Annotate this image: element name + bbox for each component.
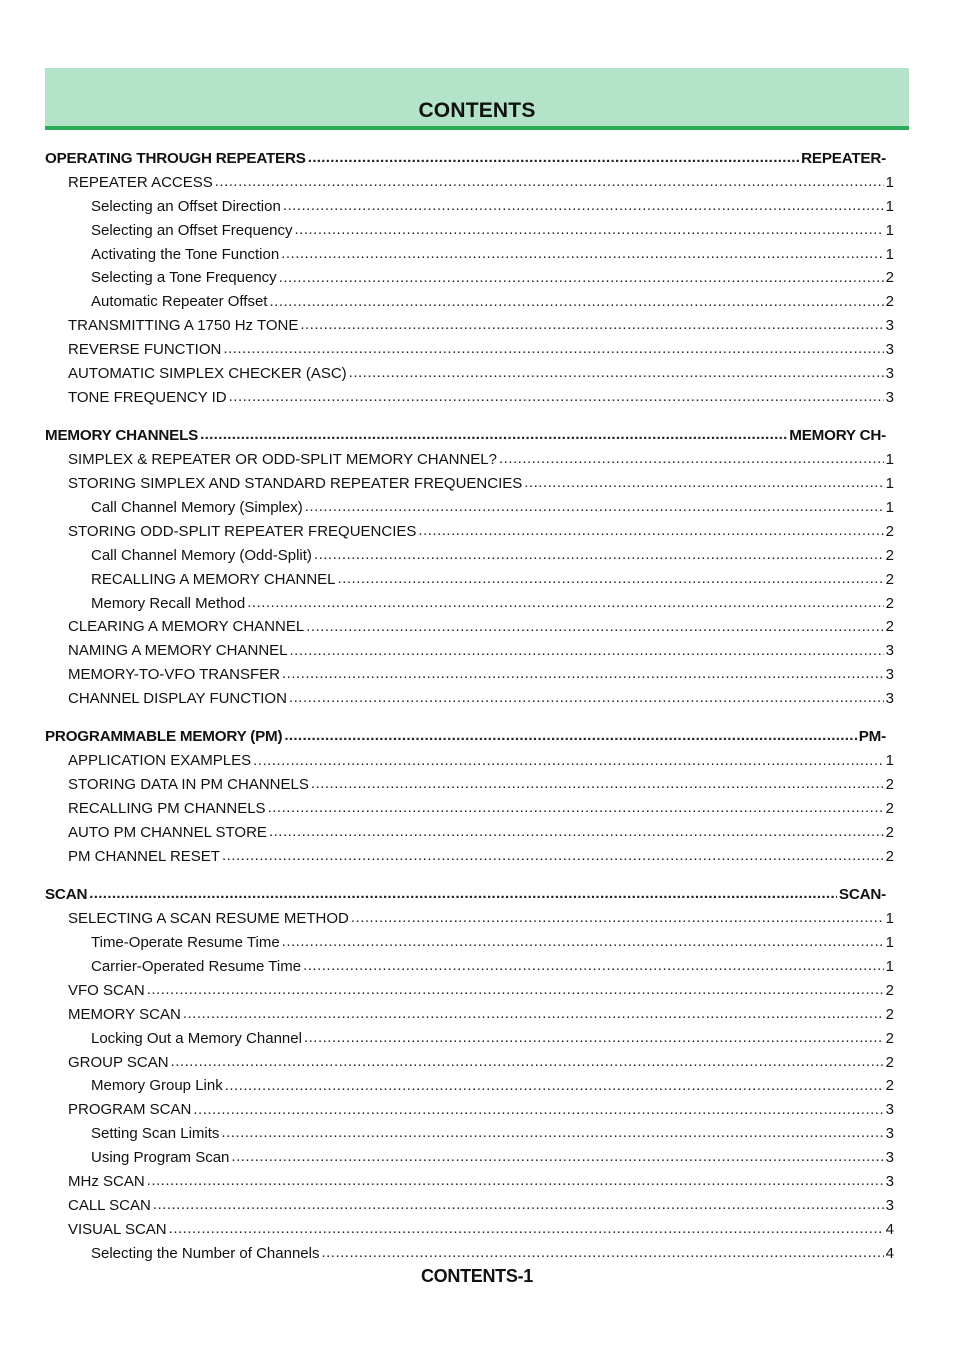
toc-entry-page: 2 <box>885 824 894 842</box>
dot-leader <box>311 774 884 789</box>
dot-leader <box>169 1219 884 1234</box>
dot-leader <box>221 1123 883 1138</box>
toc-entry-label: REPEATER ACCESS <box>68 173 213 191</box>
dot-leader <box>268 798 884 813</box>
toc-section-page: SCAN- <box>838 886 886 904</box>
toc-entry[interactable] <box>0 472 954 496</box>
toc-entry-label: STORING ODD-SPLIT REPEATER FREQUENCIES <box>68 522 417 540</box>
toc-entry-page: 1 <box>885 934 894 952</box>
toc-subentry[interactable] <box>0 266 954 290</box>
toc-entry-label: MEMORY-TO-VFO TRANSFER <box>68 666 280 684</box>
header-rule <box>45 126 909 130</box>
toc-entry-page: 2 <box>885 1053 894 1071</box>
toc-subentry[interactable] <box>0 544 954 568</box>
toc-section-heading[interactable] <box>0 424 954 448</box>
toc-entry[interactable] <box>0 448 954 472</box>
toc-entry[interactable] <box>0 314 954 338</box>
toc-entry-page: 2 <box>885 546 894 564</box>
toc-entry-label: Activating the Tone Function <box>91 245 280 263</box>
toc-section-title: OPERATING THROUGH REPEATERS <box>45 150 306 167</box>
toc-entry-page: 1 <box>885 451 894 469</box>
dot-leader <box>147 1171 884 1186</box>
toc-entry-label: VISUAL SCAN <box>68 1220 167 1238</box>
toc-entry-page: 2 <box>885 981 894 999</box>
toc-entry-page: 3 <box>885 666 894 684</box>
dot-leader <box>300 315 883 330</box>
toc-entry-page: 3 <box>885 317 894 335</box>
toc-entry-page: 1 <box>885 221 894 239</box>
dot-leader <box>247 593 883 608</box>
toc-entry-page: 2 <box>885 570 894 588</box>
toc-entry[interactable] <box>0 749 954 773</box>
toc-entry-page: 2 <box>885 618 894 636</box>
dot-leader <box>183 1004 884 1019</box>
toc-entry-label: CLEARING A MEMORY CHANNEL <box>68 618 305 636</box>
toc-entry-page: 2 <box>885 1077 894 1095</box>
toc-entry[interactable] <box>0 520 954 544</box>
dot-leader <box>295 220 884 235</box>
toc-entry[interactable] <box>0 663 954 687</box>
toc-entry-page: 3 <box>885 690 894 708</box>
toc-entry-page: 2 <box>885 522 894 540</box>
toc-entry-page: 3 <box>885 1149 894 1167</box>
dot-leader <box>283 196 884 211</box>
toc-section-heading[interactable] <box>0 147 954 171</box>
toc-entry-page: 2 <box>885 800 894 818</box>
dot-leader <box>200 425 787 440</box>
dot-leader <box>308 148 799 163</box>
dot-leader <box>304 1028 884 1043</box>
toc-subentry[interactable] <box>0 195 954 219</box>
dot-leader <box>351 908 884 923</box>
toc-subentry[interactable] <box>0 955 954 979</box>
toc-entry-page: 1 <box>885 245 894 263</box>
dot-leader <box>231 1147 883 1162</box>
toc-entry[interactable] <box>0 1098 954 1122</box>
toc-entry-label: CHANNEL DISPLAY FUNCTION <box>68 690 287 708</box>
toc-entry-label: STORING DATA IN PM CHANNELS <box>68 776 309 794</box>
dot-leader <box>269 291 883 306</box>
toc-entry-label: Setting Scan Limits <box>91 1125 220 1143</box>
toc-entry-page: 1 <box>885 910 894 928</box>
toc-section-heading[interactable] <box>0 883 954 907</box>
toc-entry-label: Locking Out a Memory Channel <box>91 1029 302 1047</box>
toc-entry[interactable] <box>0 797 954 821</box>
toc-subentry[interactable] <box>0 1074 954 1098</box>
toc-entry-label: PROGRAM SCAN <box>68 1101 192 1119</box>
toc-entry-page: 2 <box>885 1029 894 1047</box>
dot-leader <box>314 545 884 560</box>
toc-section-heading[interactable] <box>0 725 954 749</box>
dot-leader <box>284 726 856 741</box>
toc-entry[interactable] <box>0 1218 954 1242</box>
toc-entry-label: Selecting an Offset Frequency <box>91 221 293 239</box>
toc-entry-label: CALL SCAN <box>68 1196 151 1214</box>
toc-entry[interactable] <box>0 907 954 931</box>
toc-entry[interactable] <box>0 979 954 1003</box>
dot-leader <box>229 387 884 402</box>
dot-leader <box>306 616 883 631</box>
page-title: CONTENTS <box>418 99 536 122</box>
toc-entry-label: Automatic Repeater Offset <box>91 293 268 311</box>
toc-entry-label: RECALLING A MEMORY CHANNEL <box>91 570 336 588</box>
toc-entry-page: 4 <box>885 1244 894 1262</box>
toc-entry-label: Time-Operate Resume Time <box>91 934 280 952</box>
toc-entry[interactable] <box>0 1051 954 1075</box>
dot-leader <box>305 497 884 512</box>
toc-entry-page: 3 <box>885 341 894 359</box>
toc-subentry[interactable] <box>0 931 954 955</box>
toc-entry-page: 2 <box>885 269 894 287</box>
toc-entry-page: 2 <box>885 1005 894 1023</box>
toc-entry-page: 1 <box>885 498 894 516</box>
toc-entry-label: Call Channel Memory (Odd-Split) <box>91 546 312 564</box>
toc-entry[interactable] <box>0 386 954 410</box>
dot-leader <box>289 688 884 703</box>
toc-entry[interactable] <box>0 171 954 195</box>
toc-entry-page: 4 <box>885 1220 894 1238</box>
dot-leader <box>349 363 884 378</box>
toc-entry-label: TRANSMITTING A 1750 Hz TONE <box>68 317 299 335</box>
toc-entry-page: 3 <box>885 388 894 406</box>
dot-leader <box>269 822 884 837</box>
toc-entry[interactable] <box>0 1194 954 1218</box>
toc-subentry[interactable] <box>0 1122 954 1146</box>
toc-entry-label: MHz SCAN <box>68 1173 145 1191</box>
toc-subentry[interactable] <box>0 243 954 267</box>
dot-leader <box>171 1052 884 1067</box>
dot-leader <box>193 1099 883 1114</box>
dot-leader <box>282 932 884 947</box>
toc-entry-label: SELECTING A SCAN RESUME METHOD <box>68 910 349 928</box>
toc-entry-label: NAMING A MEMORY CHANNEL <box>68 642 288 660</box>
toc-entry-label: AUTOMATIC SIMPLEX CHECKER (ASC) <box>68 365 347 383</box>
dot-leader <box>215 172 884 187</box>
toc-entry-label: Selecting the Number of Channels <box>91 1244 320 1262</box>
toc-entry-label: Memory Group Link <box>91 1077 223 1095</box>
toc-entry-page: 1 <box>885 173 894 191</box>
toc-section-title: SCAN <box>45 886 88 904</box>
toc-entry-label: SIMPLEX & REPEATER OR ODD-SPLIT MEMORY CHANNEL? <box>68 451 497 469</box>
toc-entry-label: Memory Recall Method <box>91 594 246 612</box>
toc-entry-page: 3 <box>885 1196 894 1214</box>
dot-leader <box>303 956 884 971</box>
dot-leader <box>279 267 884 282</box>
toc-entry-label: GROUP SCAN <box>68 1053 169 1071</box>
toc-entry[interactable] <box>0 1003 954 1027</box>
dot-leader <box>321 1243 883 1258</box>
dot-leader <box>282 664 884 679</box>
dot-leader <box>222 846 884 861</box>
dot-leader <box>290 640 884 655</box>
toc-entry[interactable] <box>0 821 954 845</box>
toc-subentry[interactable] <box>0 1242 954 1266</box>
dot-leader <box>225 1075 884 1090</box>
toc-subentry[interactable] <box>0 568 954 592</box>
dot-leader <box>418 521 883 536</box>
toc-entry-page: 2 <box>885 776 894 794</box>
toc-entry[interactable] <box>0 362 954 386</box>
toc-entry-label: Selecting an Offset Direction <box>91 197 281 215</box>
toc-entry-label: AUTO PM CHANNEL STORE <box>68 824 267 842</box>
toc-entry-page: 3 <box>885 642 894 660</box>
toc-entry-label: Selecting a Tone Frequency <box>91 269 277 287</box>
toc-entry-label: PM CHANNEL RESET <box>68 847 220 865</box>
toc-subentry[interactable] <box>0 496 954 520</box>
dot-leader <box>524 473 883 488</box>
toc-entry-label: VFO SCAN <box>68 981 145 999</box>
table-of-contents <box>0 147 954 1266</box>
toc-section-page: REPEATER- <box>801 150 886 167</box>
toc-entry-label: Carrier-Operated Resume Time <box>91 958 302 975</box>
toc-entry-page: 1 <box>885 958 894 975</box>
toc-entry-label: APPLICATION EXAMPLES <box>68 752 252 770</box>
toc-entry-page: 2 <box>885 594 894 612</box>
page-number-footer: CONTENTS-1 <box>420 1266 533 1286</box>
toc-subentry[interactable] <box>0 290 954 314</box>
toc-entry-page: 1 <box>885 197 894 215</box>
dot-leader <box>89 884 837 899</box>
toc-subentry[interactable] <box>0 1146 954 1170</box>
dot-leader <box>338 569 884 584</box>
toc-section-title: MEMORY CHANNELS <box>45 427 199 445</box>
dot-leader <box>281 244 883 259</box>
toc-entry-page: 1 <box>885 752 894 770</box>
toc-subentry[interactable] <box>0 592 954 616</box>
dot-leader <box>499 449 884 464</box>
toc-entry[interactable] <box>0 773 954 797</box>
toc-entry-page: 3 <box>885 1125 894 1143</box>
toc-entry-page: 1 <box>885 475 894 493</box>
toc-entry[interactable] <box>0 1170 954 1194</box>
toc-entry-label: MEMORY SCAN <box>68 1005 181 1023</box>
toc-section-page: MEMORY CH- <box>789 427 886 445</box>
toc-entry-page: 3 <box>885 365 894 383</box>
toc-entry[interactable] <box>0 338 954 362</box>
toc-subentry[interactable] <box>0 219 954 243</box>
toc-section-title: PROGRAMMABLE MEMORY (PM) <box>45 728 283 746</box>
toc-entry-page: 3 <box>885 1101 894 1119</box>
dot-leader <box>223 339 883 354</box>
toc-entry[interactable] <box>0 615 954 639</box>
toc-section-page: PM- <box>858 728 886 746</box>
toc-entry[interactable] <box>0 687 954 711</box>
dot-leader <box>147 980 884 995</box>
toc-entry-label: RECALLING PM CHANNELS <box>68 800 266 818</box>
toc-entry[interactable] <box>0 845 954 869</box>
toc-entry-label: STORING SIMPLEX AND STANDARD REPEATER FREQUENCIES <box>68 475 523 493</box>
toc-entry-page: 2 <box>885 293 894 311</box>
toc-entry-label: TONE FREQUENCY ID <box>68 388 227 406</box>
toc-entry-page: 3 <box>885 1173 894 1191</box>
toc-entry-label: REVERSE FUNCTION <box>68 341 222 359</box>
dot-leader <box>153 1195 884 1210</box>
toc-entry[interactable] <box>0 639 954 663</box>
dot-leader <box>253 750 884 765</box>
toc-subentry[interactable] <box>0 1027 954 1051</box>
toc-entry-label: Call Channel Memory (Simplex) <box>91 498 303 516</box>
toc-entry-label: Using Program Scan <box>91 1149 230 1167</box>
toc-entry-page: 2 <box>885 847 894 865</box>
